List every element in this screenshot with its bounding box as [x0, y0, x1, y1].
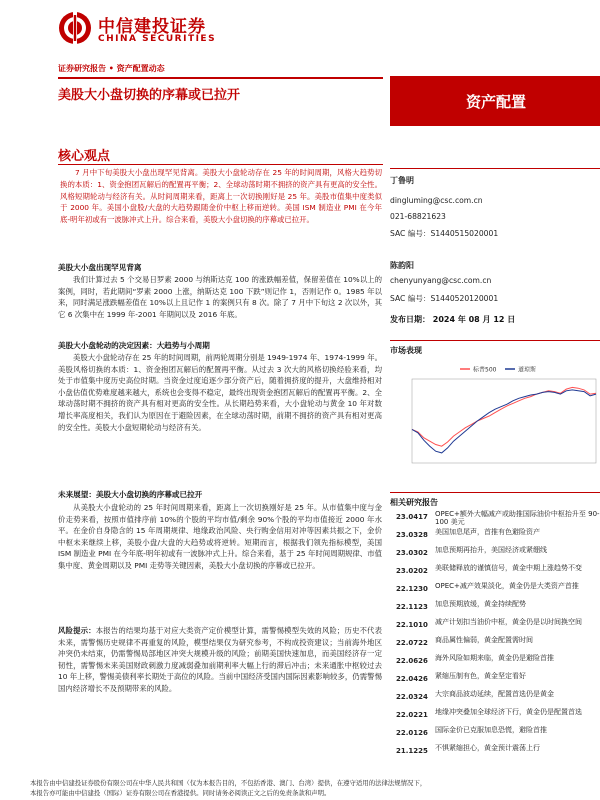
related-report-title[interactable]: 美联储释放的谨慎信号，黄金中期上涨趋势不变	[435, 564, 582, 572]
related-report-title[interactable]: 加息预期放缓，黄金持续配势	[435, 600, 526, 608]
related-report-date: 22.1123	[396, 603, 428, 611]
publish-date: 发布日期： 2024 年 08 月 12 日	[390, 315, 516, 324]
series-line-0	[412, 387, 596, 446]
related-report-title[interactable]: OPEC+减产效果淡化，黄金仍是大类资产首推	[435, 582, 579, 590]
disclaimer-line: 本报告由中信建投证券股份有限公司在中华人民共和国（仅为本报告目的，不包括香港、澳门、台湾）提供，在遵守适用的法律法规情况下，	[30, 779, 427, 787]
related-report-date: 22.0426	[396, 675, 428, 683]
related-report-date: 22.0126	[396, 729, 428, 737]
report-type: 证券研究报告 • 资产配置动态	[58, 64, 165, 73]
category-banner	[390, 76, 600, 126]
related-report-date: 22.0324	[396, 693, 428, 701]
analyst-email[interactable]: dingluming@csc.com.cn	[390, 196, 483, 205]
legend-label: 标普500	[473, 366, 497, 374]
market-chart	[390, 359, 600, 489]
section-heading: 未来展望：美股大小盘切换的序幕或已拉开	[58, 490, 203, 499]
related-report-date: 22.0626	[396, 657, 428, 665]
analyst-name: 丁鲁明	[390, 176, 414, 185]
related-divider	[390, 492, 600, 493]
related-report-item[interactable]	[390, 690, 600, 707]
related-report-title[interactable]: 紧缩压制有色，黄金坚定看好	[435, 672, 526, 680]
core-heading: 核心观点	[58, 149, 111, 164]
related-heading: 相关研究报告	[390, 498, 438, 507]
related-report-date: 22.1230	[396, 585, 428, 593]
analyst-name: 陈韵阳	[390, 261, 414, 270]
analyst-divider	[390, 168, 600, 169]
risk-heading: 风险提示：	[58, 626, 96, 635]
analyst-email[interactable]: chenyunyang@csc.com.cn	[390, 276, 492, 285]
section-heading: 美股大小盘出现罕见背离	[58, 263, 142, 272]
related-report-item[interactable]	[390, 708, 600, 725]
risk-paragraph	[58, 625, 382, 695]
related-report-date: 23.0202	[396, 567, 428, 575]
analyst-sac: SAC 编号：S1440515020001	[390, 229, 499, 238]
risk-text: 本报告的结果均基于对应大类资产定价模型计算，需警惕模型失效的风险；历史不代表未来，需警惕历史规律不再重复的风险，模型结果仅为研究参考，不构成投资建议；当前海外地区冲突仍未结束，仍需警惕局部地区冲突大规模升级的风险；前期美国快速加息，而美国经济存一定韧性，需警惕未来美国财政刺激力度减弱叠加前期利率大幅上行的滞后冲击；未来通胀中枢较过去 10 年上移，警惕美债利率长期处于高位的风险。当前中国经济受国内国际因素影响较多，仍需警惕国内经济增长不及预期带来的风险。	[58, 626, 382, 693]
related-report-item[interactable]	[390, 618, 600, 635]
related-report-date: 22.0221	[396, 711, 428, 719]
disclaimer-line: 本报告亦可能由中信建投（国际）证券有限公司在香港提供。同时请务必阅读正文之后的免责条款和声明。	[30, 789, 331, 797]
report-title: 美股大小盘切换的序幕或已拉开	[58, 88, 241, 103]
related-report-title[interactable]: 大宗商品波动延续，配置首选仍是黄金	[435, 690, 554, 698]
section-paragraph: 从美股大小盘轮动的 25 年时间周期来看，距离上一次切换刚好是 25 年。从市值集中度与金价走势来看，按照市值排序前 10%的个股的平均市值/剩余 90%个股的平均市值接近 2000 年水平。在金价自身隐含的 15 年周期规律、地缘政治风险、央行购金信用对冲等因素共振之下，金价中枢未来继续上移，美股小盘/大盘的大趋势或将逆转。短期而言，根据我们领先指标模型，美国 ISM 制造业 PMI 在今年底-明年初或有一波脉冲式上升。综合来看，基于 25 年时间周期规律、市值集中度、黄金周期以及 PMI 走势等关键因素，美股大小盘切换的序幕或已拉开。	[58, 503, 382, 570]
series-line-1	[412, 390, 596, 453]
chart-frame	[412, 379, 596, 463]
legend-label: 道琼斯	[518, 366, 537, 374]
related-report-item[interactable]	[390, 654, 600, 671]
analyst-phone: 021-68821623	[390, 212, 446, 221]
related-report-item[interactable]	[390, 726, 600, 743]
summary-paragraph: 7 月中下旬美股大小盘出现罕见背离。美股大小盘轮动存在 25 年的时间周期，风格大趋势切换的本质：1、资金抱团瓦解后的配置再平衡；2、全球动荡时期不拥挤的资产具有更高的安全性。风格短期轮动与经济有关。从时间周期来看，距离上一次切换刚好是 25 年。美股市值集中度类似于 2000 年。美国小盘股/大盘的大趋势跟随金价中枢上移而逆转。美国 ISM 制造业 PMI 在今年底-明年初或有一波脉冲式上升。综合来看，美股大小盘切换的序幕或已拉开。	[60, 168, 382, 225]
related-report-title[interactable]: 减产计划扣当油价中枢，黄金仍是以时间换空间	[435, 618, 582, 626]
market-heading: 市场表现	[390, 346, 422, 355]
related-report-item[interactable]	[390, 636, 600, 653]
related-report-title[interactable]: 国际金价已克服加息恐慌，避险首推	[435, 726, 547, 734]
related-report-item[interactable]	[390, 564, 600, 581]
related-report-title[interactable]: 不惧紧缩担心，黄金预计震荡上行	[435, 744, 540, 752]
related-report-item[interactable]	[390, 546, 600, 563]
related-report-item[interactable]	[390, 528, 600, 545]
related-report-title[interactable]: 地缘冲突叠加全球经济下行，黄金仍是配置首选	[435, 708, 582, 716]
company-logo	[58, 9, 218, 53]
related-report-date: 23.0328	[396, 531, 428, 539]
related-report-title[interactable]: 商品属性偏弱，黄金配置需时间	[435, 636, 533, 644]
section-paragraph: 我们计算过去 5 个交易日罗素 2000 与纳斯达克 100 的涨跌幅差值，保留差值在 10%以上的案例，同时，若此期间“罗素 2000 上涨，纳斯达克 100 下跌”则记作 1，否则记作 0。1985 年以来，同时满足涨跌幅差值在 10%以上且记作 1 的案例只有 8 次。除了 7 月中下旬这 2 次以外，其它 6 次集中在 1999 年-2001 年期间以及 2016 年底。	[58, 275, 382, 319]
related-report-item[interactable]	[390, 582, 600, 599]
logo-mark-icon	[58, 11, 92, 45]
related-report-title[interactable]: OPEC+额外大幅减产或助推国际油价中枢抬升至 90-100 美元	[435, 510, 600, 526]
related-report-date: 22.1010	[396, 621, 428, 629]
related-report-title[interactable]: 海外风险如期来临，黄金仍是避险首推	[435, 654, 554, 662]
core-divider	[58, 164, 383, 165]
related-report-item[interactable]	[390, 510, 600, 527]
analyst-sac: SAC 编号：S1440520120001	[390, 294, 499, 303]
related-report-item[interactable]	[390, 600, 600, 617]
related-report-item[interactable]	[390, 672, 600, 689]
section-heading: 美股大小盘轮动的决定因素：大趋势与小周期	[58, 341, 210, 350]
brand-name-cn: 中信建投证券	[98, 17, 206, 37]
related-report-item[interactable]	[390, 744, 600, 761]
related-report-date: 21.1225	[396, 747, 428, 755]
header-divider	[58, 77, 383, 79]
related-report-title[interactable]: 美国加息尾声，首推有色避险资产	[435, 528, 540, 536]
related-report-date: 23.0302	[396, 549, 428, 557]
related-report-date: 23.0417	[396, 513, 428, 521]
market-divider	[390, 340, 600, 341]
section-paragraph: 美股大小盘轮动存在 25 年的时间周期，前两轮周期分别是 1949-1974 年、1974-1999 年。美股风格切换的本质：1、资金抱团瓦解后的配置再平衡。从过去 3 次大的风格切换经验来看，均处于市值集中度历史高位时期。当资金过度追逐少部分资产后，随着拥挤度的提升，大盘维持相对小盘估值优势难度越来越大，系统也会变得不稳定，最终出现资金抱团瓦解后的配置再平衡。2、全球动荡时期不拥挤的资产具有相对更高的安全性。从长期趋势来看，大小盘轮动与黄金 10 年对数增长率高度相关，我们认为原因在于避险因素，在全球动荡时期，前期不拥挤的资产具有相对更高的安全性。美股大小盘短期轮动与经济有关。	[58, 353, 382, 432]
category-label: 资产配置	[465, 93, 526, 111]
footer-disclaimer	[30, 778, 600, 798]
brand-name-en: CHINA SECURITIES	[98, 34, 217, 44]
related-report-title[interactable]: 加息预期再抬升，美国经济或紧绷线	[435, 546, 547, 554]
related-report-date: 22.0722	[396, 639, 428, 647]
